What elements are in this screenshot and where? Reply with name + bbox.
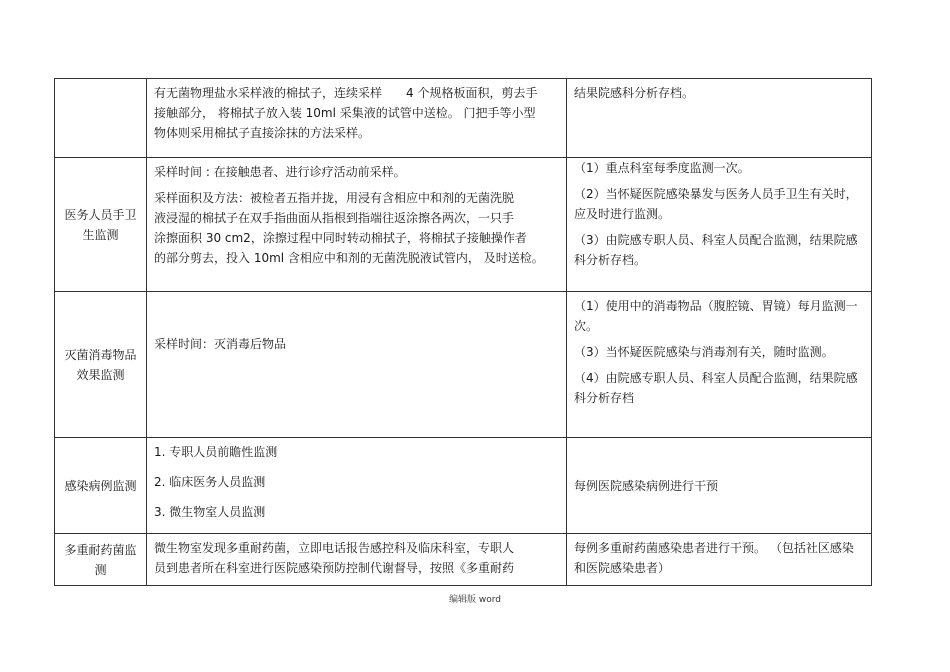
result-cell [567, 534, 872, 586]
row-title-cell [55, 438, 147, 534]
method-line: 的部分剪去，投入 10ml 含相应中和剂的无菌洗脱液试管内， 及时送检。 [154, 251, 544, 265]
table-row [55, 534, 872, 586]
method-cell [147, 438, 567, 534]
result-line: （3）由院感专职人员、科室人员配合监测，结果院感科分析存档。 [574, 233, 858, 267]
table-row [55, 292, 872, 438]
table-row [55, 158, 872, 292]
result-line: 结果院感科分析存档。 [574, 86, 695, 100]
row-title: 感染病例监测 [64, 478, 137, 493]
row-title-cell [55, 79, 147, 158]
method-line: 有无菌物理盐水采样液的棉拭子，连续采样 4 个规格板面积，剪去手 [154, 86, 538, 100]
result-line: （1）使用中的消毒物品（腹腔镜、胃镜）每月监测一次。 [574, 299, 858, 333]
method-line: 3. 微生物室人员监测 [154, 505, 266, 519]
method-line: 员到患者所在科室进行医院感染预防控制代谢督导，按照《多重耐药 [154, 561, 515, 575]
method-line: 接触部分， 将棉拭子放入装 10ml 采集液的试管中送检。 门把手等小型 [154, 106, 536, 120]
method-cell [147, 534, 567, 586]
method-cell [147, 158, 567, 292]
method-line: 采样时间：灭消毒后物品 [154, 337, 287, 351]
method-line: 2. 临床医务人员监测 [154, 475, 266, 489]
method-line: 采样时间 : 在接触患者、进行诊疗活动前采样。 [154, 165, 406, 179]
method-cell [147, 292, 567, 438]
result-line: （2）当怀疑医院感染暴发与医务人员手卫生有关时，应及时进行监测。 [574, 187, 858, 221]
monitoring-table [54, 78, 872, 586]
result-line: （4）由院感专职人员、科室人员配合监测，结果院感科分析存档 [574, 371, 858, 405]
row-title: 医务人员手卫生监测 [64, 207, 137, 242]
row-title: 多重耐药菌监测 [64, 542, 137, 577]
row-title: 灭菌消毒物品效果监测 [64, 347, 137, 382]
row-title-cell [55, 158, 147, 292]
method-line: 物体则采用棉拭子直接涂抹的方法采样。 [154, 126, 371, 140]
method-cell [147, 79, 567, 158]
result-cell [567, 438, 872, 534]
method-line: 1. 专职人员前瞻性监测 [154, 445, 278, 459]
row-title-cell [55, 534, 147, 586]
result-line: （1）重点科室每季度监测一次。 [574, 161, 750, 175]
method-line: 液浸湿的棉拭子在双手指曲面从指根到指端往返涂擦各两次，一只手 [154, 211, 515, 225]
result-cell [567, 158, 872, 292]
method-line: 微生物室发现多重耐药菌，立即电话报告感控科及临床科室，专职人 [154, 541, 515, 555]
page-footer: 编辑版 word [449, 595, 501, 605]
result-cell [567, 292, 872, 438]
result-line: （3）当怀疑医院感染与消毒剂有关，随时监测。 [574, 345, 834, 359]
result-line: 每例多重耐药菌感染患者进行干预。 （包括社区感染和医院感染患者） [574, 541, 854, 575]
row-title-cell [55, 292, 147, 438]
result-line: 每例医院感染病例进行干预 [574, 478, 719, 493]
table-row [55, 79, 872, 158]
method-line: 涂擦面积 30 cm2，涂擦过程中同时转动棉拭子，将棉拭子接触操作者 [154, 231, 527, 245]
result-cell [567, 79, 872, 158]
table-row [55, 438, 872, 534]
method-line: 采样面积及方法：被检者五指并拢，用浸有含相应中和剂的无菌洗脱 [154, 191, 515, 205]
